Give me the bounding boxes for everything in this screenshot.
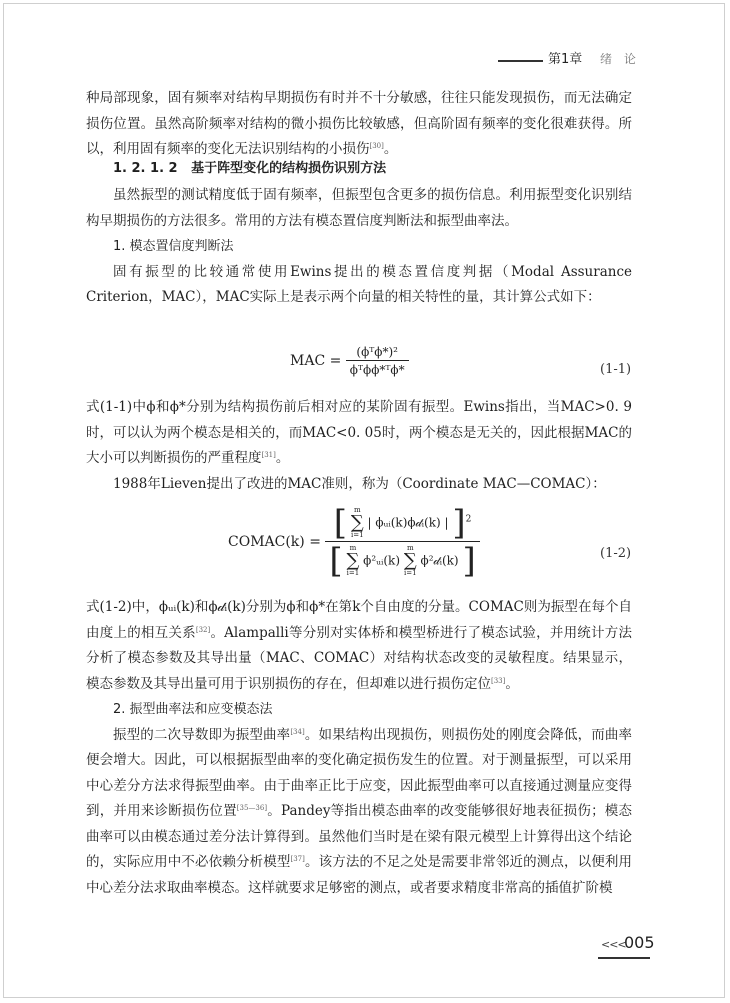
text-block-1 xyxy=(86,86,632,163)
citation: [34] xyxy=(290,727,305,736)
header-rule xyxy=(498,60,543,62)
fraction-denominator: ϕᵀϕϕ*ᵀϕ* xyxy=(349,363,405,377)
summation: m ∑ i=1 xyxy=(403,544,417,577)
citation: [35—36] xyxy=(236,804,268,812)
text-block-4 xyxy=(86,595,632,901)
subheading-mac: 1. 模态置信度判断法 xyxy=(113,239,234,254)
equation-mac xyxy=(290,345,409,377)
citation: [33] xyxy=(491,676,506,685)
section-number: 1. 2. 1. 2 xyxy=(113,161,178,176)
citation: [37] xyxy=(290,855,305,863)
equation-number: (1-2) xyxy=(600,546,632,561)
page-number: 005 xyxy=(624,933,655,952)
equation-comac xyxy=(228,503,480,581)
text-block-3 xyxy=(86,395,632,497)
equation-lhs: MAC = xyxy=(290,353,342,369)
equation-fraction xyxy=(346,345,409,377)
fraction-denominator: [ m ∑ i=1 ϕ²ᵤᵢ(k) m ∑ i=1 ϕ²𝒹ᵢ(k) ] xyxy=(329,541,476,581)
fraction-numerator: (ϕᵀϕ*)² xyxy=(346,345,409,361)
citation: [31] xyxy=(261,451,276,459)
paragraph: 固有振型的比较通常使用Ewins提出的模态置信度判据（Modal Assurance Criterion，MAC），MAC实际上是表示两个向量的相关特性的量，其计算公式如下： xyxy=(86,263,632,305)
equation-fraction xyxy=(325,503,479,581)
footer-rule xyxy=(598,957,650,959)
section-title: 基于阵型变化的结构损伤识别方法 xyxy=(191,161,387,176)
paragraph: 虽然振型的测试精度低于固有频率，但振型包含更多的损伤信息。利用振型变化识别结构早期损伤的方法很多。常用的方法有模态置信度判断法和振型曲率法。 xyxy=(86,187,632,229)
paragraph: 1988年Lieven提出了改进的MAC准则，称为（Coordinate MAC—COMAC）： xyxy=(113,475,606,492)
citation: [32] xyxy=(195,625,211,634)
section-heading xyxy=(113,157,386,176)
citation: [30] xyxy=(369,142,384,150)
header-chapter: 第1章 xyxy=(548,52,583,67)
paragraph-continuation: 种局部现象，固有频率对结构早期损伤有时并不十分敏感，往往只能发现损伤，而无法确定损伤位置。虽然高阶频率对结构的微小损伤比较敏感，但高阶固有频率的变化很难获得。所以，利用固有频率的变化无法识别结构的小损伤[30]。 xyxy=(86,90,632,157)
summation: m ∑ i=1 xyxy=(346,544,360,577)
header-title: 绪 论 xyxy=(600,52,640,66)
subheading-curvature: 2. 振型曲率法和应变模态法 xyxy=(113,702,273,717)
equation-lhs: COMAC(k) = xyxy=(228,534,321,550)
footer-arrows-icon: <<< xyxy=(601,938,626,951)
text-block-2 xyxy=(86,183,632,311)
paragraph: 式(1-2)中，ϕᵤᵢ(k)和ϕ𝒹ᵢ(k)分别为ϕ和ϕ*在第k个自由度的分量。COMAC则为振型在每个自由度上的相互关系[32]。Alampalli等分别对实体桥和模型桥进行了模态试验，并用统计方法分析了模态参数及其导出量（MAC、COMAC）对结构状态改变的灵敏程度。结果显示，模态参数及其导出量可用于识别损伤的存在，但却难以进行损伤定位[33]。 xyxy=(86,599,632,692)
paragraph: 振型的二次导数即为振型曲率[34]。如果结构出现损伤，则损伤处的刚度会降低，而曲率便会增大。因此，可以根据振型曲率的变化确定损伤发生的位置。对于测量振型，可以采用中心差分方法求得振型曲率。由于曲率正比于应变，因此振型曲率可以直接通过测量应变得到，并用来诊断损伤位置[35—36]。Pandey等指出模态曲率的改变能够很好地表征损伤；模态曲率可以由模态通过差分法计算得到。虽然他们当时是在梁有限元模型上计算得出这个结论的，实际应用中不必依赖分析模型[37]。该方法的不足之处是需要非常邻近的测点，以便利用中心差分法求取曲率模态。这样就要求足够密的测点，或者要求精度非常高的插值扩阶模 xyxy=(86,726,633,896)
equation-number: (1-1) xyxy=(600,362,632,377)
summation: m ∑ i=1 xyxy=(350,506,364,539)
fraction-numerator: [ m ∑ i=1 | ϕᵤᵢ(k)ϕ𝒹ᵢ(k) | ]$^2$ xyxy=(325,506,479,542)
paragraph: 式(1-1)中ϕ和ϕ*分别为结构损伤前后相对应的某阶固有振型。Ewins指出，当MAC>0. 9时，可以认为两个模态是相关的，而MAC<0. 05时，两个模态是无关的，因此根据MAC的大小可以判断损伤的严重程度[31]。 xyxy=(86,399,632,466)
